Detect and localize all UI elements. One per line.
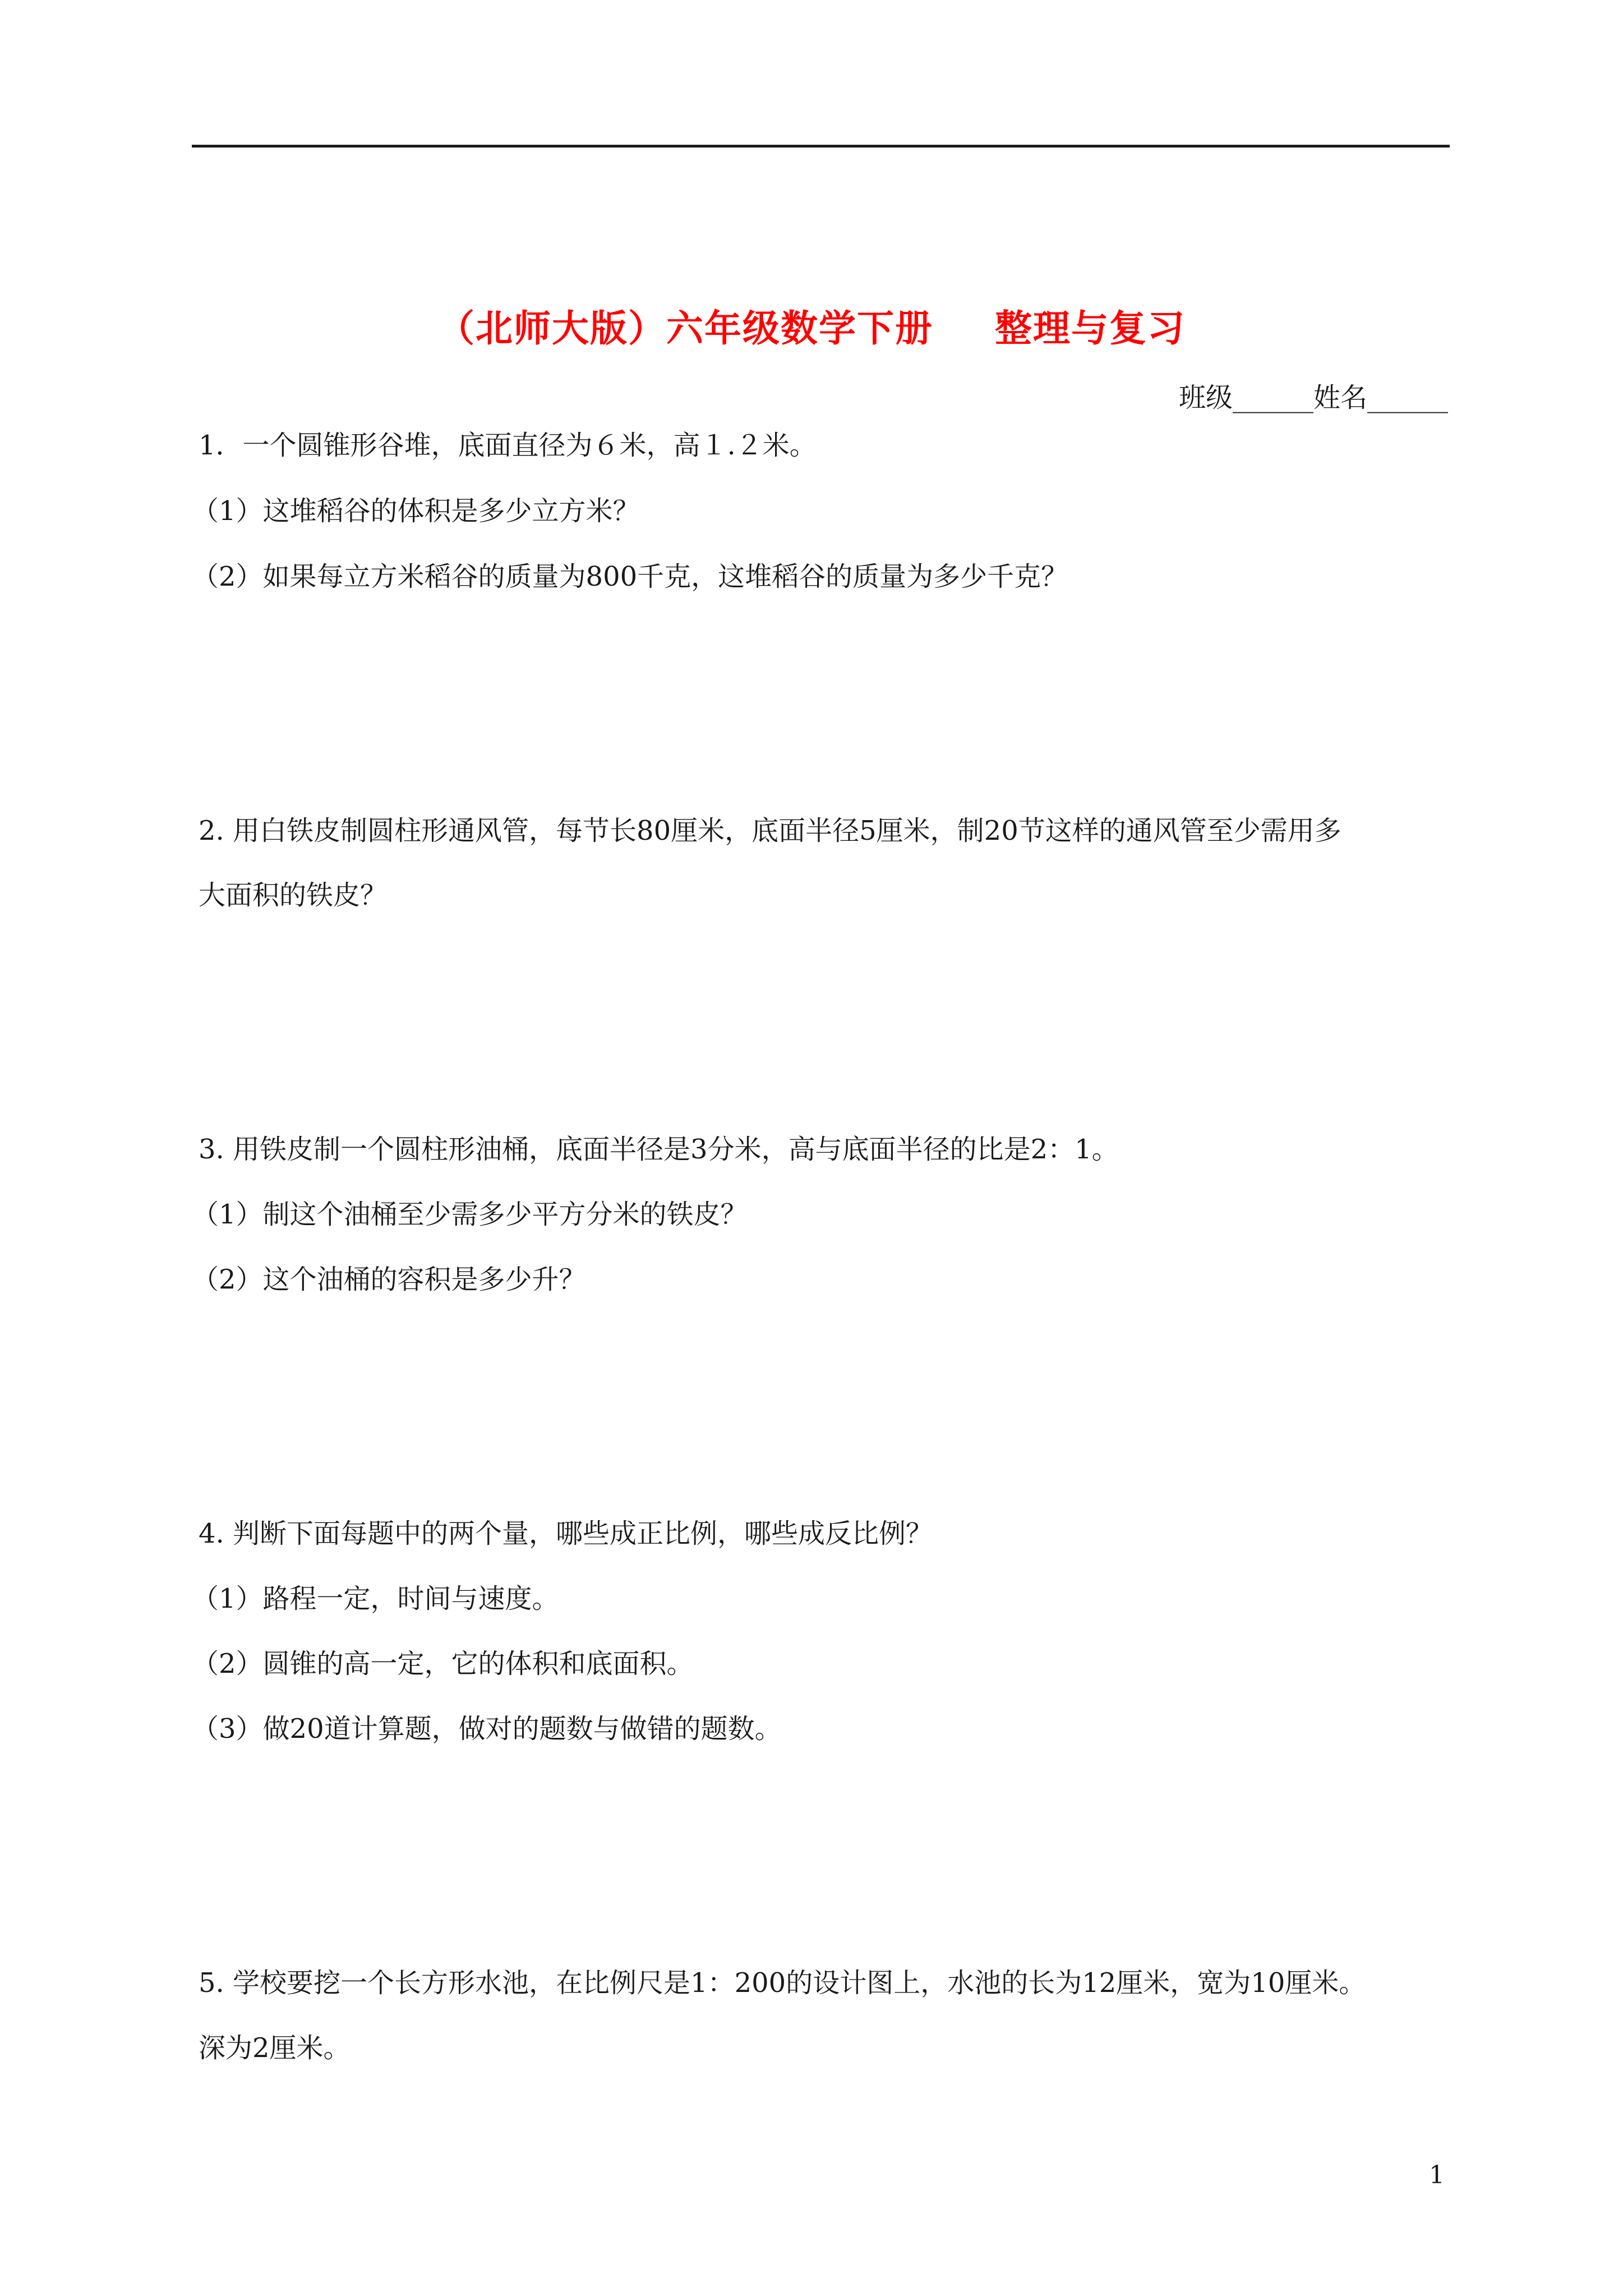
page-number: 1	[1429, 2161, 1445, 2189]
class-name-field: 班级______姓名______	[1178, 382, 1448, 413]
title-main: （北师大版）六年级数学下册	[437, 307, 933, 350]
question-4-part-1: （1）路程一定，时间与速度。	[192, 1583, 559, 1614]
question-3: 3. 用铁皮制一个圆柱形油桶，底面半径是3分米，高与底面半径的比是2：1。	[199, 1134, 1119, 1165]
page-title	[0, 298, 1623, 352]
question-5-continued: 深为2厘米。	[199, 2032, 351, 2064]
question-3-part-2: （2）这个油桶的容积是多少升？	[192, 1264, 586, 1295]
question-5: 5. 学校要挖一个长方形水池，在比例尺是1：200的设计图上，水池的长为12厘米，宽为10厘米。	[199, 1967, 1366, 1999]
question-1: 1．一个圆锥形谷堆，底面直径为６米，高１.２米。	[199, 430, 817, 461]
question-3-part-1: （1）制这个油桶至少需多少平方分米的铁皮？	[192, 1199, 748, 1230]
question-2: 2. 用白铁皮制圆柱形通风管，每节长80厘米，底面半径5厘米，制20节这样的通风管至少需用多	[199, 815, 1341, 846]
question-4-part-2: （2）圆锥的高一定，它的体积和底面积。	[192, 1648, 694, 1680]
question-4: 4. 判断下面每题中的两个量，哪些成正比例，哪些成反比例？	[199, 1518, 933, 1549]
question-2-continued: 大面积的铁皮？	[199, 880, 388, 911]
question-1-part-2: （2）如果每立方米稻谷的质量为800千克，这堆稻谷的质量为多少千克？	[192, 561, 1068, 592]
header-rule	[192, 145, 1450, 148]
title-sub: 整理与复习	[995, 307, 1186, 350]
question-4-part-3: （3）做20道计算题，做对的题数与做错的题数。	[192, 1713, 782, 1745]
question-1-part-1: （1）这堆稻谷的体积是多少立方米？	[192, 495, 640, 527]
